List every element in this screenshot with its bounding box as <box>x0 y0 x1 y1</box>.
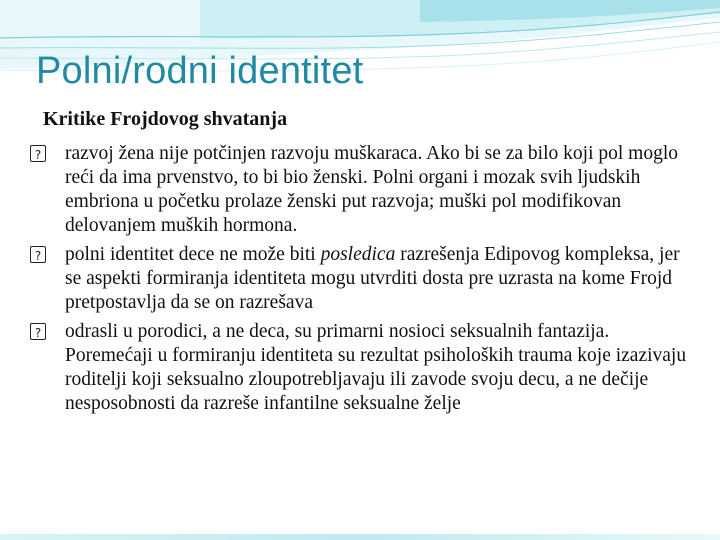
missing-glyph-box-icon <box>30 145 46 162</box>
missing-glyph-box-icon <box>30 246 46 263</box>
bullet-text: polni identitet dece ne može biti <box>65 244 316 265</box>
slide-subtitle: Kritike Frojdovog shvatanja <box>43 108 288 130</box>
slide-title: Polni/rodni identitet <box>36 50 364 92</box>
bullet-text-continued: razrešenja Edipovog kompleksa, jer se aspekti formiranja identiteta mogu utvrditi dosta pre uzrasta na kome Frojd pretpostavlja da se on razrešava <box>65 244 680 313</box>
bullet-item <box>30 320 690 416</box>
bullet-emphasis: posledica <box>320 244 396 265</box>
bullet-text: razvoj žena nije potčinjen razvoju muškaraca. Ako bi se za bilo koji pol moglo reći da ima prvenstvo, to bi bio ženski. Polni organi i mozak svih ljudskih embriona u početku prolaze ženski put razvoja; muški pol modifikovan delovanjem muških hormona. <box>65 143 678 236</box>
bullet-item <box>30 243 690 315</box>
footer-decoration <box>0 534 720 540</box>
missing-glyph-box-icon <box>30 323 46 340</box>
bullet-list <box>30 142 690 421</box>
bullet-text: odrasli u porodici, a ne deca, su primarni nosioci seksualnih fantazija. Poremećaji u formiranju identiteta su rezultat psiholoških trauma koje izazivaju roditelji koji seksualno zloupotrebljavaju ili zavode svoju decu, a ne dečije nesposobnosti da razreše infantilne seksualne želje <box>65 321 687 414</box>
bullet-item <box>30 142 690 238</box>
